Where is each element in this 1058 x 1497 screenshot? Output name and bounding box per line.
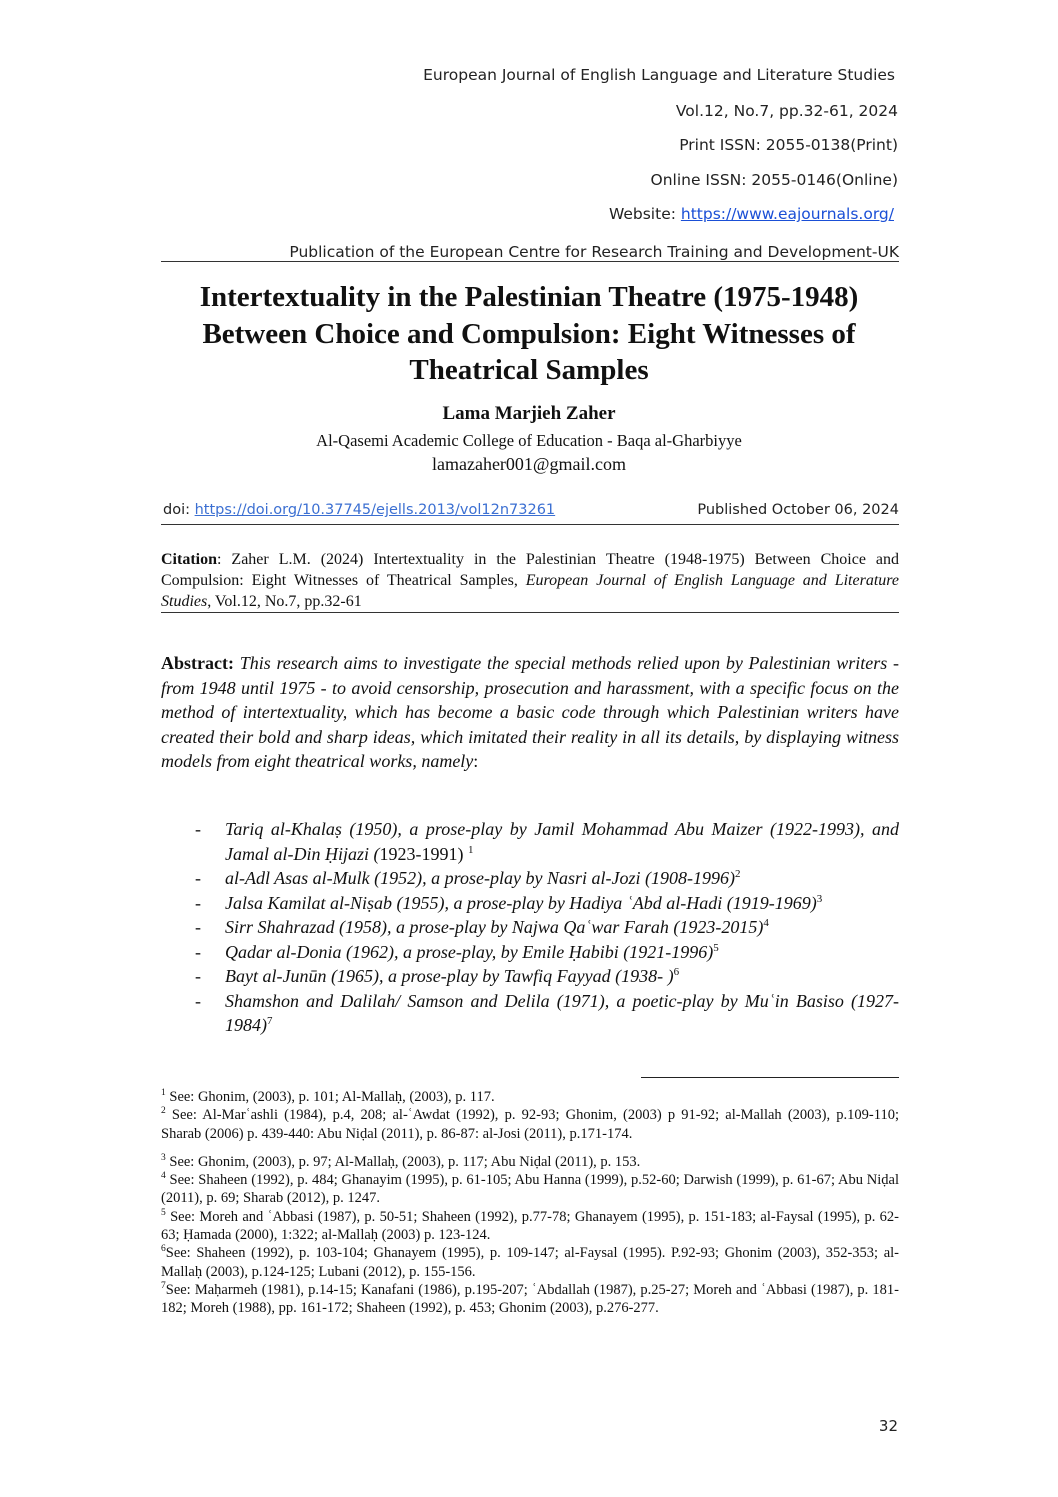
footnote-number: 6 — [161, 1244, 166, 1255]
footnote-ref[interactable]: 3 — [816, 892, 823, 905]
footnote-ref[interactable]: 1 — [468, 843, 474, 856]
footnote-ref[interactable]: 6 — [673, 966, 680, 978]
author-name: Lama Marjieh Zaher — [442, 403, 616, 424]
list-item — [161, 915, 899, 940]
footnote — [161, 1208, 899, 1245]
footnote-number: 2 — [161, 1106, 166, 1117]
list-dash: - — [195, 819, 201, 839]
footnote-text: See: Ghonim, (2003), p. 101; Al-Mallaḥ, (2003), p. 117. — [165, 1089, 495, 1105]
title-line: Intertextuality in the Palestinian Theatre (1975-1948) — [199, 281, 859, 313]
doi-row — [161, 502, 899, 524]
work-title: al-Adl Asas al-Mulk (1952), a prose-play by Nasri al-Jozi (1908-1996) — [225, 868, 735, 888]
online-issn: Online ISSN: 2055-0146(Online) — [650, 171, 898, 189]
footnote — [161, 1088, 899, 1106]
footnote-ref[interactable]: 4 — [763, 917, 769, 929]
work-title: Qadar al-Donia (1962), a prose-play, by Emile Ḥabibi (1921-1996) — [225, 941, 714, 962]
footnote-number: 5 — [161, 1207, 166, 1218]
footnote-text: See: Ghonim, (2003), p. 97; Al-Mallaḥ, (2003), p. 117; Abu Niḍal (2011), p. 153. — [165, 1153, 641, 1170]
footnote-text: See: Al-Marʿashli (1984), p.4, 208; al-ʿAwdat (1992), p. 92-93; Ghonim, (2003) p 91-92; al-Mallah (2003), p.109-110; Sharab (2006) p. 439-440: Abu Niḍal (2011), p. 86-87: al-Josi (2011), p.171-174. — [161, 1107, 899, 1142]
citation-journal: European Journal of English Language and Literature Studies — [161, 572, 899, 610]
footnote-text: See: Shaheen (1992), p. 103-104; Ghanayem (1995), p. 109-147; al-Faysal (1995). P.92-93; Ghonim (2003), 352-353; al-Mallaḥ (2003), p.124-125; Lubani (2012), p. 155-156. — [161, 1245, 899, 1280]
abstract-label: Abstract: — [161, 653, 234, 673]
list-item — [161, 940, 899, 965]
website-label: Website: — [608, 205, 681, 223]
doi-line — [163, 502, 555, 518]
doi-divider — [161, 524, 899, 525]
abstract-text: This research aims to investigate the special methods relied upon by Palestinian writers - from 1948 until 1975 - to avoid censorship, prosecution and harassment, with a specific focus on the method of intertextuality, which has become a basic code through which Palestinian writers have created their bold and sharp ideas, which imitated their reality in all its details, by displaying witness models from eight theatrical works, namely — [161, 653, 899, 771]
journal-name: European Journal of English Language and Literature Studies — [423, 66, 895, 84]
footnote — [161, 1171, 899, 1208]
title-line: Between Choice and Compulsion: Eight Witnesses of — [202, 317, 856, 350]
volume-info: Vol.12, No.7, pp.32-61, 2024 — [675, 102, 898, 120]
list-item — [161, 964, 899, 989]
footnote — [161, 1281, 899, 1318]
footnote — [161, 1244, 899, 1281]
list-dash: - — [195, 868, 201, 888]
header-divider — [161, 261, 899, 262]
footnote-number: 4 — [161, 1171, 166, 1182]
abstract — [161, 651, 899, 774]
list-item — [161, 989, 899, 1038]
author-email: lamazaher001@gmail.com — [431, 454, 626, 474]
doi-link[interactable]: https://doi.org/10.37745/ejells.2013/vol12n73261 — [194, 502, 556, 518]
work-title: Bayt al-Junūn (1965), a prose-play by Tawfiq Fayyad (1938- ) — [225, 966, 674, 986]
work-years: 1923-1991) — [379, 843, 468, 864]
footnote-divider — [641, 1077, 899, 1078]
website-link[interactable]: https://www.eajournals.org/ — [680, 205, 894, 223]
list-item — [161, 866, 899, 891]
footnote-number: 7 — [161, 1281, 166, 1292]
print-issn: Print ISSN: 2055-0138(Print) — [679, 136, 898, 154]
list-dash: - — [195, 917, 201, 937]
list-dash: - — [195, 966, 201, 986]
footnote-ref[interactable]: 2 — [734, 868, 741, 880]
list-item — [161, 817, 899, 866]
published-date: Published October 06, 2024 — [697, 502, 899, 518]
footnote-ref[interactable]: 5 — [713, 941, 719, 954]
citation-text-end: , Vol.12, No.7, pp.32-61 — [207, 593, 362, 610]
footnote — [161, 1153, 899, 1171]
footnote — [161, 1106, 899, 1143]
work-title: Shamshon and Dalilah/ Samson and Delila (1971), a poetic-play by Muʿin Basiso (1927-1984) — [225, 990, 899, 1035]
doi-label: doi: — [163, 502, 195, 518]
publisher-line: Publication of the European Centre for Research Training and Development-UK — [289, 243, 899, 261]
title-line: Theatrical Samples — [409, 354, 649, 386]
footnote-text: See: Moreh and ʿAbbasi (1987), p. 50-51; Shaheen (1992), p.77-78; Ghanayem (1995), p. 151-183; al-Faysal (1995), p. 62-63; Ḥamada (2000), 1:322; al-Mallaḥ (2003) p. 123-124. — [161, 1208, 899, 1244]
footnote-number: 3 — [161, 1153, 166, 1164]
work-title: Sirr Shahrazad (1958), a prose-play by Najwa Qaʿwar Farah (1923-2015) — [225, 917, 764, 937]
footnote-number: 1 — [161, 1088, 166, 1099]
citation-divider — [161, 612, 899, 613]
list-item — [161, 891, 899, 916]
list-dash: - — [195, 990, 201, 1011]
list-dash: - — [195, 941, 201, 962]
footnote-ref[interactable]: 7 — [267, 1015, 273, 1027]
paper-title — [140, 279, 918, 389]
page-number: 32 — [878, 1417, 898, 1435]
footnotes — [161, 1088, 899, 1318]
list-dash: - — [195, 892, 201, 913]
abstract-end: : — [473, 751, 479, 771]
citation-text: : Zaher L.M. (2024) Intertextuality in the Palestinian Theatre (1948-1975) Between Choice and Compulsion: Eight Witnesses of Theatrical Samples, — [161, 551, 899, 589]
author-affiliation: Al-Qasemi Academic College of Education - Baqa al-Gharbiyye — [316, 431, 742, 450]
theatrical-works-list — [161, 817, 899, 1038]
work-title: Jalsa Kamilat al-Niṣab (1955), a prose-play by Hadiya ʿAbd al-Hadi (1919-1969) — [225, 892, 817, 913]
footnote-text: See: Shaheen (1992), p. 484; Ghanayim (1995), p. 61-105; Abu Hanna (1999), p.52-60; Darwish (1999), p. 61-67; Abu Niḍal (2011), p. 69; Sharab (2012), p. 1247. — [161, 1172, 899, 1207]
website-line — [609, 205, 894, 223]
work-title: Tariq al-Khalaṣ (1950), a prose-play by Jamil Mohammad Abu Maizer (1922-1993), and Jamal al-Din Ḥijazi ( — [225, 819, 899, 864]
citation-block — [161, 549, 899, 612]
footnote-text: See: Maḥarmeh (1981), p.14-15; Kanafani (1986), p.195-207; ʿAbdallah (1987), p.25-27; Moreh and ʿAbbasi (1987), p. 181-182; Moreh (1988), pp. 161-172; Shaheen (1992), p. 453; Ghonim (2003), p.276-277. — [161, 1281, 899, 1317]
citation-label: Citation — [161, 551, 217, 568]
